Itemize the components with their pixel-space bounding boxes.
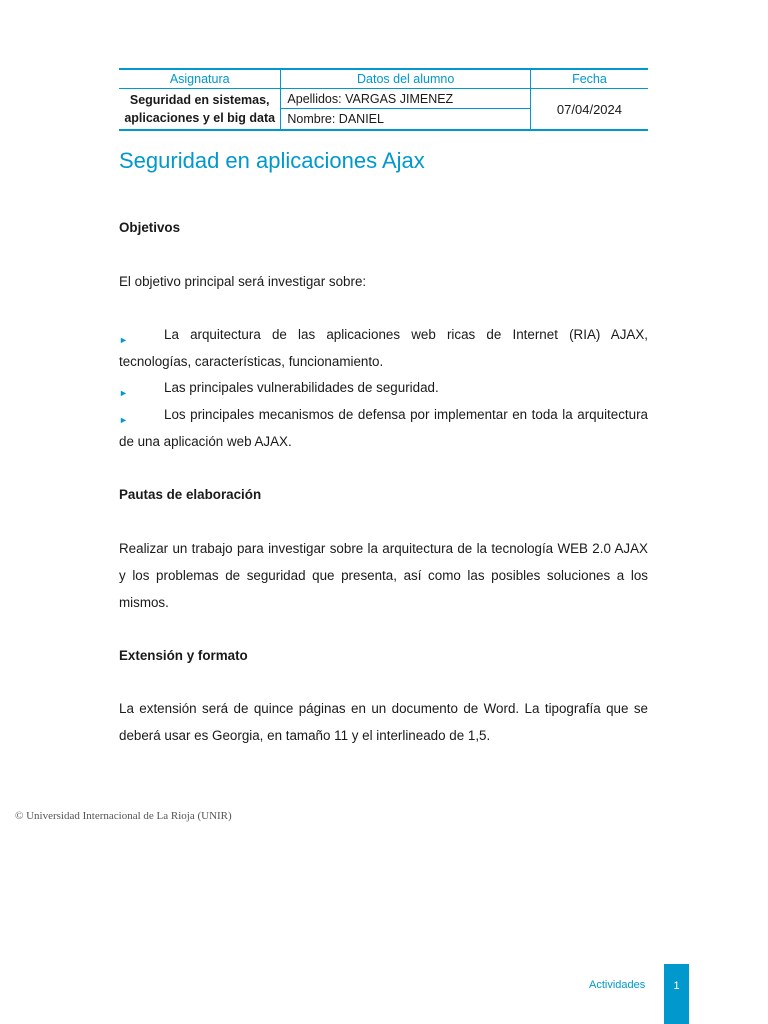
footer-section-label: Actividades [589, 979, 646, 991]
subject-cell [119, 89, 281, 131]
bullet-text-2: Las principales vulnerabilidades de seguridad. [164, 380, 439, 395]
header-table [119, 68, 648, 131]
bullet-arrow-icon: ► [119, 388, 128, 398]
objectives-intro: El objetivo principal será investigar sobre: [119, 274, 367, 289]
header-col-date: Fecha [530, 69, 648, 89]
page-number: 1 [664, 964, 689, 1024]
student-surname: Apellidos: VARGAS JIMENEZ [281, 89, 531, 109]
bullet-text-3: Los principales mecanismos de defensa por implementar en toda la arquitectura de una aplicación web AJAX. [119, 407, 648, 449]
guidelines-heading: Pautas de elaboración [119, 487, 262, 502]
format-heading: Extensión y formato [119, 648, 248, 663]
subject-line-1: Seguridad en sistemas, [129, 93, 270, 107]
bullet-item-2 [119, 374, 648, 401]
bullet-arrow-icon: ► [119, 415, 128, 425]
subject-line-2: aplicaciones y el big data [124, 111, 276, 125]
header-col-student: Datos del alumno [281, 69, 531, 89]
header-col-subject: Asignatura [119, 69, 281, 89]
objectives-heading: Objetivos [119, 220, 181, 235]
date-cell: 07/04/2024 [530, 89, 648, 131]
guidelines-text: Realizar un trabajo para investigar sobre la arquitectura de la tecnología WEB 2.0 AJAX y los problemas de seguridad que presenta, así como las posibles soluciones a los mismos. [119, 541, 648, 610]
copyright-notice: © Universidad Internacional de La Rioja (UNIR) [15, 810, 232, 822]
student-name: Nombre: DANIEL [281, 109, 531, 130]
bullet-item-1 [119, 321, 648, 375]
bullet-text-1: La arquitectura de las aplicaciones web ricas de Internet (RIA) AJAX, tecnologías, características, funcionamiento. [119, 327, 648, 369]
bullet-arrow-icon: ► [119, 335, 128, 345]
format-text: La extensión será de quince páginas en un documento de Word. La tipografía que se deberá usar es Georgia, en tamaño 11 y el interlineado de 1,5. [119, 701, 648, 743]
bullet-item-3 [119, 401, 648, 455]
page-title: Seguridad en aplicaciones Ajax [119, 148, 425, 173]
